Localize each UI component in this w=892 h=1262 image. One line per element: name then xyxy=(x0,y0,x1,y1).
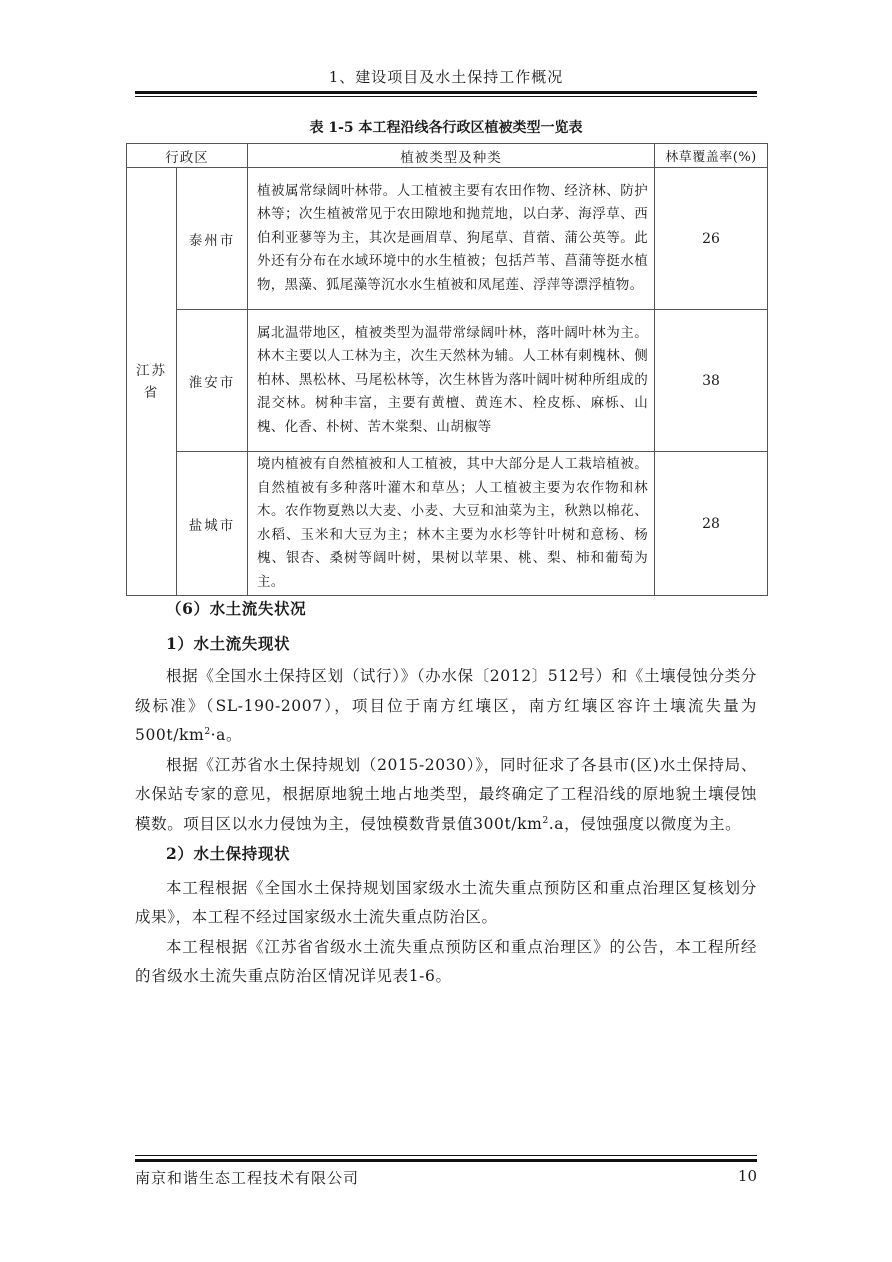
footer-company-name: 南京和谐生态工程技术有限公司 xyxy=(135,1169,360,1187)
table-row xyxy=(127,168,768,310)
province-cell xyxy=(127,168,177,596)
body-text xyxy=(135,594,757,992)
paragraph xyxy=(135,751,757,840)
footer-rule-thin xyxy=(135,1155,757,1156)
vegetation-table xyxy=(126,143,768,596)
table-row xyxy=(127,310,768,452)
paragraph-text-tail: ·a。 xyxy=(210,726,243,744)
table-header-row xyxy=(127,144,768,168)
paragraph-text-tail: .a，侵蚀强度以微度为主。 xyxy=(548,814,742,833)
superscript: 2 xyxy=(542,815,549,826)
header-vegetation: 植被类型及种类 xyxy=(248,144,655,168)
table-row xyxy=(127,452,768,596)
coverage-value: 26 xyxy=(655,168,768,310)
paragraph-text: 根据《全国水土保持区划（试行）》（办水保〔2012〕512号）和《土壤侵蚀分类分级标准》（SL-190-2007），项目位于南方红壤区，南方红壤区容许土壤流失量为500t/km xyxy=(135,667,757,744)
city-cell: 泰州市 xyxy=(177,168,248,310)
vegetation-description: 植被属常绿阔叶林带。人工植被主要有农田作物、经济林、防护林等；次生植被常见于农田隙地和抛荒地，以白茅、海浮草、西伯利亚蓼等为主，其次是画眉草、狗尾草、苜蓿、蒲公英等。此外还有分布在水域环境中的水生植被；包括芦苇、菖蒲等挺水植物，黑藻、狐尾藻等沉水水生植被和凤尾莲、浮萍等漂浮植物。 xyxy=(248,168,655,310)
vegetation-description: 境内植被有自然植被和人工植被，其中大部分是人工栽培植被。自然植被有多种落叶灌木和草丛；人工植被主要为农作物和林木。农作物夏熟以大麦、小麦、大豆和油菜为主，秋熟以棉花、水稻、玉米和大豆为主；林木主要为水杉等针叶树和意杨、杨槐、银杏、桑树等阔叶树，果树以苹果、桃、梨、柿和葡萄为主。 xyxy=(248,452,655,596)
paragraph: 本工程根据《江苏省省级水土流失重点预防区和重点治理区》的公告，本工程所经的省级水土流失重点防治区情况详见表1-6。 xyxy=(135,937,757,985)
subsection-heading: 2）水土保持现状 xyxy=(166,844,291,863)
coverage-value: 38 xyxy=(655,310,768,452)
header-district: 行政区 xyxy=(127,144,248,168)
paragraph-text: 根据《江苏省水土保持规划（2015-2030）》，同时征求了各县市(区)水土保持局、水保站专家的意见，根据原地貌土地占地类型，最终确定了工程沿线的原地貌土壤侵蚀模数。项目区以水力侵蚀为主，侵蚀模数背景值300t/km xyxy=(135,755,757,833)
paragraph xyxy=(135,662,757,751)
section-heading: （6）水土流失状况 xyxy=(166,599,307,618)
city-cell: 淮安市 xyxy=(177,310,248,452)
page-number: 10 xyxy=(737,1167,757,1185)
superscript: 2 xyxy=(204,726,211,737)
vegetation-description: 属北温带地区，植被类型为温带常绿阔叶林，落叶阔叶林为主。林木主要以人工林为主，次生天然林为辅。人工林有刺槐林、侧柏林、黑松林、马尾松林等，次生林皆为落叶阔叶树种所组成的混交林。树种丰富，主要有黄檀、黄连木、栓皮栎、麻栎、山槐、化香、朴树、苦木棠梨、山胡椒等 xyxy=(248,310,655,452)
city-cell: 盐城市 xyxy=(177,452,248,596)
province-label: 江苏省 xyxy=(135,362,167,401)
coverage-value: 28 xyxy=(655,452,768,596)
header-coverage: 林草覆盖率(%) xyxy=(655,144,768,168)
subsection-heading: 1）水土流失现状 xyxy=(166,633,291,653)
footer-rule-thick xyxy=(135,1159,757,1162)
running-header-title: 1、建设项目及水土保持工作概况 xyxy=(328,68,564,86)
table-caption: 表 1-5 本工程沿线各行政区植被类型一览表 xyxy=(309,120,583,136)
header-rule-thick xyxy=(135,91,757,94)
paragraph: 本工程根据《全国水土保持规划国家级水土流失重点预防区和重点治理区复核划分成果》，本工程不经过国家级水土流失重点防治区。 xyxy=(135,878,757,926)
header-rule-thin xyxy=(135,96,757,97)
